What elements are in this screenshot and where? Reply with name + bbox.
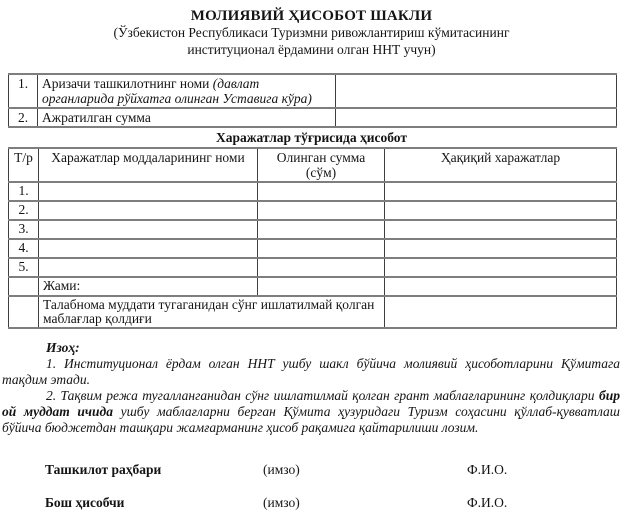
expense-name-input-cell[interactable] bbox=[39, 220, 258, 239]
col-header-number: Т/р bbox=[9, 148, 39, 182]
note-2-text: ушбу маблағларни берган Қўмита ҳузуридаги Туризм соҳасини қўллаб-қувватлаш бўйича бюджетдан ташқари жамғарманинг ҳисоб рақамига қайтарилиши лозим. bbox=[2, 404, 620, 435]
row-number bbox=[9, 296, 39, 328]
table-row bbox=[9, 74, 617, 108]
expense-name-input-cell[interactable] bbox=[39, 201, 258, 220]
expense-section-title: Харажатлар тўғрисида ҳисобот bbox=[215, 130, 408, 145]
row-number: 4. bbox=[9, 239, 39, 258]
expense-table bbox=[8, 147, 617, 329]
received-sum-input-cell[interactable] bbox=[258, 201, 385, 220]
note-2-text: 2. Тақвим режа тугалланганидан сўнг ишлатилмай қолган грант маблағларининг қолдиқлари bbox=[46, 388, 599, 403]
row-number: 5. bbox=[9, 258, 39, 277]
table-row bbox=[9, 108, 617, 127]
expense-name-input-cell[interactable] bbox=[39, 258, 258, 277]
row-number: 3. bbox=[9, 220, 39, 239]
remainder-input-cell[interactable] bbox=[385, 296, 617, 328]
applicant-info-table bbox=[8, 73, 617, 128]
table-row bbox=[9, 258, 617, 277]
received-sum-input-cell[interactable] bbox=[258, 239, 385, 258]
subtitle-line-1: (Ўзбекистон Республикаси Туризмни ривожлантириш кўмитасининг bbox=[113, 25, 510, 40]
row-number: 2. bbox=[9, 201, 39, 220]
actual-expense-input-cell[interactable] bbox=[385, 239, 617, 258]
subtitle-line-2: институционал ёрдамини олган ННТ учун) bbox=[187, 41, 436, 57]
page-title: МОЛИЯВИЙ ҲИСОБОТ ШАКЛИ bbox=[190, 8, 433, 24]
label-italic: (давлат органларида рўйхатга олинган Уставига кўра) bbox=[42, 76, 312, 106]
allocated-sum-label: Ажратилган сумма bbox=[38, 108, 336, 127]
received-sum-input-cell[interactable] bbox=[258, 182, 385, 201]
col-header-item-name: Харажатлар моддаларининг номи bbox=[39, 148, 258, 182]
signature-row-director bbox=[45, 462, 623, 478]
signer-name-placeholder: Ф.И.О. bbox=[467, 462, 508, 477]
signature-row-accountant bbox=[45, 495, 623, 511]
allocated-sum-input-cell[interactable] bbox=[336, 108, 617, 127]
remainder-label: Талабнома муддати тугаганидан сўнг ишлатилмай қолган маблағлар қолдиғи bbox=[39, 296, 385, 328]
actual-expense-input-cell[interactable] bbox=[385, 220, 617, 239]
col-header-received-sum: Олинган сумма (сўм) bbox=[258, 148, 385, 182]
actual-expense-input-cell[interactable] bbox=[385, 258, 617, 277]
signer-name-placeholder: Ф.И.О. bbox=[467, 495, 508, 510]
total-label: Жами: bbox=[39, 277, 258, 296]
total-actual-input-cell[interactable] bbox=[385, 277, 617, 296]
label-regular: Аризачи ташкилотнинг номи bbox=[42, 76, 213, 91]
notes-section bbox=[2, 340, 620, 436]
received-sum-input-cell[interactable] bbox=[258, 220, 385, 239]
signature-placeholder: (имзо) bbox=[263, 462, 300, 477]
table-row bbox=[9, 201, 617, 220]
applicant-name-label bbox=[38, 74, 336, 108]
expense-name-input-cell[interactable] bbox=[39, 239, 258, 258]
note-item-1: 1. Институционал ёрдам олган ННТ ушбу шакл бўйича молиявий ҳисоботларини Қўмитага тақдим этади. bbox=[2, 356, 620, 387]
page-subtitle bbox=[0, 25, 623, 58]
signer-role: Ташкилот раҳбари bbox=[45, 462, 162, 477]
table-row bbox=[9, 239, 617, 258]
actual-expense-input-cell[interactable] bbox=[385, 201, 617, 220]
note-item-2 bbox=[2, 388, 620, 436]
total-row bbox=[9, 277, 617, 296]
remainder-row bbox=[9, 296, 617, 328]
row-number bbox=[9, 277, 39, 296]
row-number: 1. bbox=[9, 74, 38, 108]
expense-table-header bbox=[9, 148, 617, 182]
received-sum-input-cell[interactable] bbox=[258, 258, 385, 277]
total-received-input-cell[interactable] bbox=[258, 277, 385, 296]
row-number: 2. bbox=[9, 108, 38, 127]
signer-role: Бош ҳисобчи bbox=[45, 495, 125, 510]
expense-name-input-cell[interactable] bbox=[39, 182, 258, 201]
table-row bbox=[9, 220, 617, 239]
notes-heading: Изоҳ: bbox=[46, 340, 80, 355]
applicant-name-input-cell[interactable] bbox=[336, 74, 617, 108]
table-row bbox=[9, 182, 617, 201]
col-header-actual-expenses: Ҳақиқий харажатлар bbox=[385, 148, 617, 182]
actual-expense-input-cell[interactable] bbox=[385, 182, 617, 201]
note-2-bold-text: бир ой муддат ичида bbox=[2, 388, 620, 419]
row-number: 1. bbox=[9, 182, 39, 201]
signature-placeholder: (имзо) bbox=[263, 495, 300, 510]
financial-report-form bbox=[0, 8, 623, 510]
